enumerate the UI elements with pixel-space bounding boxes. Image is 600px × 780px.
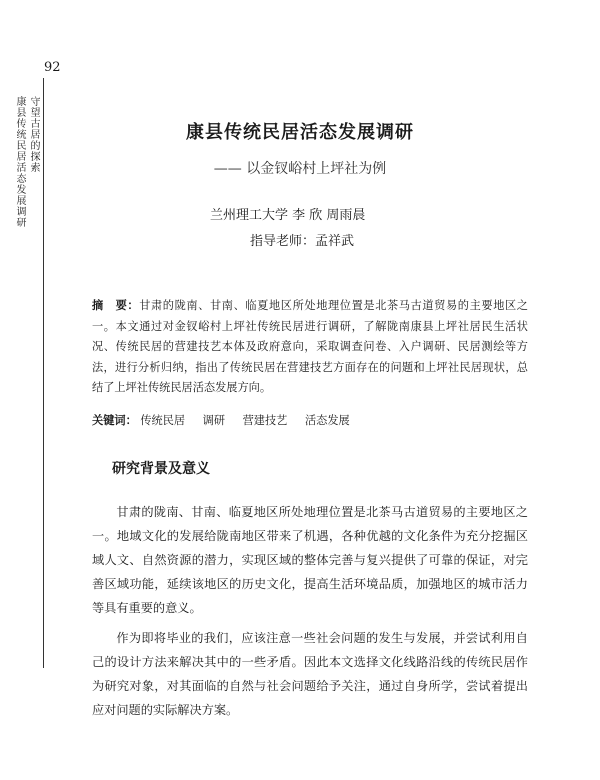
keyword: 活态发展 [304,414,350,427]
paragraph: 甘肃的陇南、甘南、临夏地区所处地理位置是北茶马古道贸易的主要地区之一。地域文化的发展给陇南地区带来了机遇，各种优越的文化条件为充分挖掘区域人文、自然资源的潜力，实现区域的整体完善与复兴提供了可靠的保证，对完善区域功能，延续该地区的历史文化，提高生活环境品质，加强地区的城市活力等具有重要的意义。 [92,505,528,615]
paragraph: 作为即将毕业的我们，应该注意一些社会问题的发生与发展，并尝试利用自己的设计方法来解决其中的一些矛盾。因此本文选择文化线路沿线的传统民居作为研究对象，对其面临的自然与社会问题给予关注，通过自身所学，尝试着提出应对问题的实际解决方案。 [92,631,528,717]
body-text [92,500,528,728]
advisor-line: 指导老师：孟祥武 [250,234,355,249]
keyword: 调研 [202,414,226,427]
section-heading: 研究背景及意义 [112,460,210,476]
abstract-label: 摘 要： [92,300,140,312]
running-header-article: 康县传统民居活态发展调研 [14,96,25,228]
keyword: 营建技艺 [242,414,288,427]
authors-line: 兰州理工大学 李 欣 周雨晨 [210,208,366,223]
keywords [92,412,528,428]
keyword: 传统民居 [140,414,186,427]
page-number: 92 [44,60,61,75]
article-title: 康县传统民居活态发展调研 [186,122,414,143]
article-subtitle: —— 以金钗峪村上坪社为例 [213,161,387,177]
abstract [92,296,528,399]
running-header-series: 守望古居的探索 [28,96,39,173]
abstract-text: 甘肃的陇南、甘南、临夏地区所处地理位置是北茶马古道贸易的主要地区之一。本文通过对金钗峪村上坪社传统民居进行调研，了解陇南康县上坪社居民生活状况、传统民居的营建技艺本体及政府意向，采取调查问卷、入户调研、民居测绘等方法，进行分析归纳，指出了传统民居在营建技艺方面存在的问题和上坪社民居现状，总结了上坪社传统民居活态发展方向。 [92,299,528,394]
keywords-label: 关键词： [92,415,137,427]
